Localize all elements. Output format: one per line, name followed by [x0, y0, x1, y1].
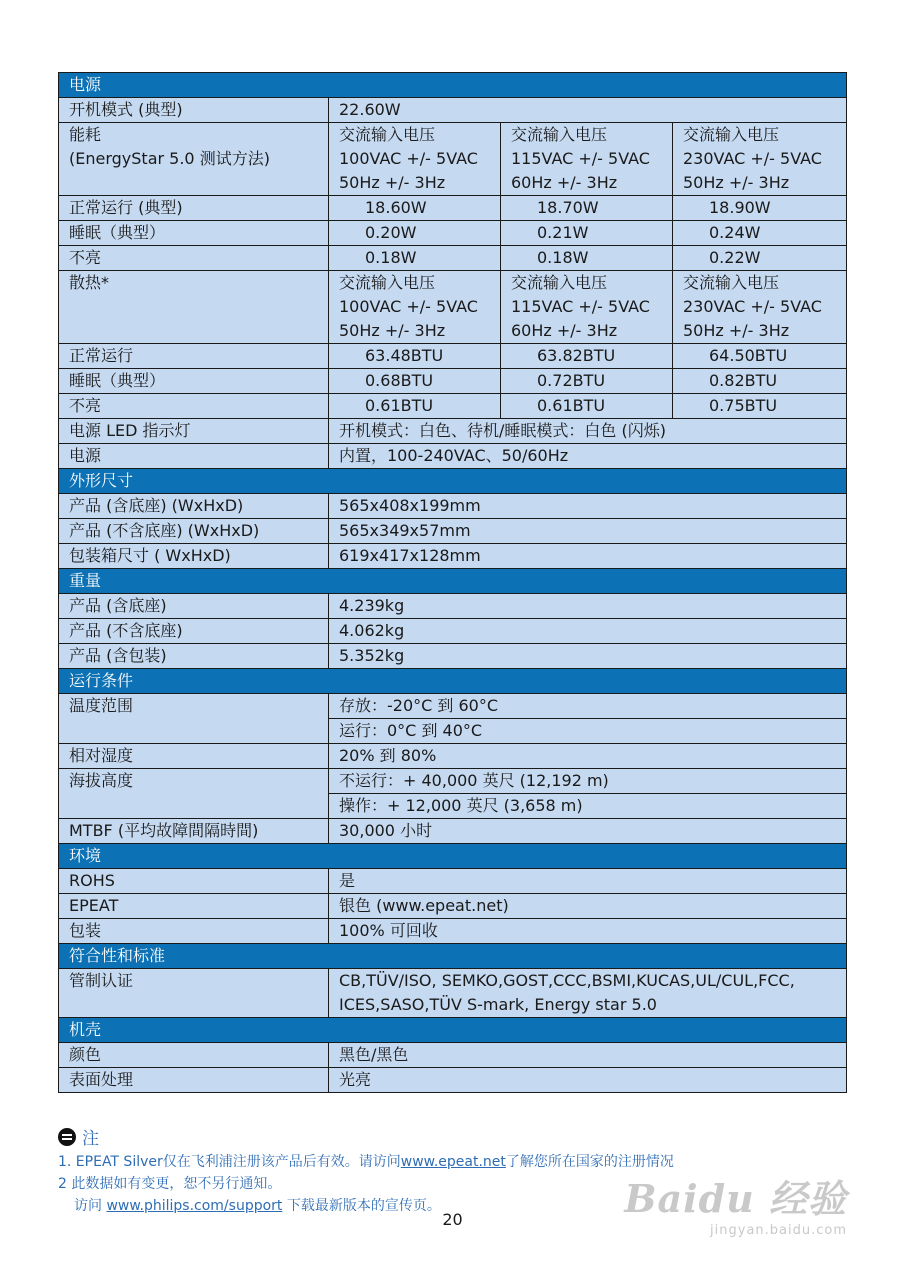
spec-row: [59, 519, 847, 544]
spec-value-1: [329, 344, 501, 369]
section-header: [59, 844, 847, 869]
spec-value-2: [501, 221, 673, 246]
cell-line: 不亮: [69, 396, 102, 415]
section-header: [59, 669, 847, 694]
spec-row: [59, 344, 847, 369]
note-3-text: 访问: [74, 1198, 107, 1214]
spec-value-3: [673, 344, 847, 369]
spec-value-2: [501, 196, 673, 221]
cell-line: 正常运行: [69, 346, 134, 365]
note-heading-text: 注: [82, 1129, 99, 1149]
cell-line: 交流输入电压: [683, 125, 780, 144]
spec-value-3: [673, 196, 847, 221]
cell-line: 50Hz +/- 3Hz: [683, 173, 790, 192]
spec-value-3: [673, 369, 847, 394]
spec-row: [59, 744, 847, 769]
spec-value: 4.239kg: [329, 594, 847, 619]
cell-line: 63.82BTU: [537, 346, 616, 365]
cell-line: 0.82BTU: [709, 371, 778, 390]
cell-line: 0.75BTU: [709, 396, 778, 415]
cell-line: 0.21W: [537, 223, 589, 242]
note-1-suffix: 了解您所在国家的注册情况: [505, 1154, 674, 1170]
cell-line: 60Hz +/- 3Hz: [511, 321, 618, 340]
spec-value: 100% 可回收: [329, 919, 847, 944]
spec-label: 管制认证: [59, 969, 329, 1018]
cell-line: 115VAC +/- 5VAC: [511, 297, 650, 316]
cell-line: 230VAC +/- 5VAC: [683, 297, 822, 316]
spec-value: 光亮: [329, 1068, 847, 1093]
spec-label: 相对湿度: [59, 744, 329, 769]
watermark-url: jingyan.baidu.com: [710, 1223, 847, 1238]
spec-value-2: [501, 344, 673, 369]
cell-line: (EnergyStar 5.0 测试方法): [69, 149, 270, 168]
section-title: 符合性和标准: [59, 944, 847, 969]
spec-row: [59, 894, 847, 919]
spec-row: [59, 919, 847, 944]
section-title: 环境: [59, 844, 847, 869]
spec-row: [59, 394, 847, 419]
spec-label: [59, 271, 329, 344]
spec-label: 产品 (含底座) (WxHxD): [59, 494, 329, 519]
note-icon: [58, 1128, 76, 1146]
spec-label: ROHS: [59, 869, 329, 894]
cell-line: 不亮: [69, 248, 102, 267]
spec-label: 电源 LED 指示灯: [59, 419, 329, 444]
note-line-2: 2 此数据如有变更，恕不另行通知。: [58, 1176, 282, 1192]
spec-row: [59, 494, 847, 519]
spec-row: [59, 123, 847, 196]
cell-line: 18.60W: [365, 198, 427, 217]
spec-label: 表面处理: [59, 1068, 329, 1093]
spec-value: 5.352kg: [329, 644, 847, 669]
spec-value: 22.60W: [329, 98, 847, 123]
spec-value: 操作：+ 12,000 英尺 (3,658 m): [329, 794, 847, 819]
cell-line: ICES,SASO,TÜV S-mark, Energy star 5.0: [339, 995, 657, 1014]
cell-line: 63.48BTU: [365, 346, 444, 365]
spec-row: [59, 869, 847, 894]
cell-line: 睡眠（典型）: [69, 223, 166, 242]
cell-line: 交流输入电压: [511, 125, 608, 144]
section-header: [59, 944, 847, 969]
spec-value: 运行：0°C 到 40°C: [329, 719, 847, 744]
spec-label: 开机模式 (典型): [59, 98, 329, 123]
spec-value: 4.062kg: [329, 619, 847, 644]
cell-line: 0.22W: [709, 248, 761, 267]
spec-label: 电源: [59, 444, 329, 469]
spec-label: 产品 (含包装): [59, 644, 329, 669]
cell-line: 能耗: [69, 125, 102, 144]
section-header: [59, 569, 847, 594]
spec-label: 包装: [59, 919, 329, 944]
cell-line: 50Hz +/- 3Hz: [339, 321, 446, 340]
spec-row: [59, 694, 847, 719]
spec-row: [59, 819, 847, 844]
spec-label: [59, 246, 329, 271]
spec-value-1: [329, 246, 501, 271]
cell-line: CB,TÜV/ISO, SEMKO,GOST,CCC,BSMI,KUCAS,UL/CUL,FCC,: [339, 971, 795, 990]
section-title: 机壳: [59, 1018, 847, 1043]
cell-line: 交流输入电压: [339, 273, 436, 292]
spec-value: 是: [329, 869, 847, 894]
spec-label: 包装箱尺寸 ( WxHxD): [59, 544, 329, 569]
cell-line: 50Hz +/- 3Hz: [339, 173, 446, 192]
spec-value-1: [329, 394, 501, 419]
spec-row: [59, 98, 847, 123]
spec-row: [59, 444, 847, 469]
cell-line: 正常运行 (典型): [69, 198, 183, 217]
spec-value: 30,000 小时: [329, 819, 847, 844]
spec-value: 20% 到 80%: [329, 744, 847, 769]
spec-label: [59, 369, 329, 394]
spec-value: 银色 (www.epeat.net): [329, 894, 847, 919]
section-title: 电源: [59, 73, 847, 98]
spec-value-3: [673, 246, 847, 271]
spec-value-2: [501, 246, 673, 271]
spec-label: EPEAT: [59, 894, 329, 919]
spec-value: 不运行：+ 40,000 英尺 (12,192 m): [329, 769, 847, 794]
spec-label: [59, 196, 329, 221]
section-header: [59, 1018, 847, 1043]
spec-value: 619x417x128mm: [329, 544, 847, 569]
spec-value: [329, 969, 847, 1018]
spec-value-1: [329, 221, 501, 246]
cell-line: 0.68BTU: [365, 371, 434, 390]
spec-row: [59, 619, 847, 644]
spec-row: [59, 369, 847, 394]
spec-table: [58, 72, 847, 1093]
spec-label: 海拔高度: [59, 769, 329, 819]
cell-line: 50Hz +/- 3Hz: [683, 321, 790, 340]
cell-line: 0.72BTU: [537, 371, 606, 390]
philips-support-link[interactable]: www.philips.com/support: [106, 1198, 283, 1214]
cell-line: 18.70W: [537, 198, 599, 217]
section-header: [59, 73, 847, 98]
spec-row: [59, 196, 847, 221]
spec-value-3: [673, 221, 847, 246]
epeat-link[interactable]: www.epeat.net: [400, 1154, 506, 1170]
spec-label: [59, 123, 329, 196]
cell-line: 0.18W: [537, 248, 589, 267]
spec-label: 产品 (不含底座): [59, 619, 329, 644]
cell-line: 100VAC +/- 5VAC: [339, 149, 478, 168]
cell-line: 115VAC +/- 5VAC: [511, 149, 650, 168]
spec-value-3: [673, 271, 847, 344]
section-title: 运行条件: [59, 669, 847, 694]
cell-line: 散热*: [69, 273, 110, 292]
cell-line: 230VAC +/- 5VAC: [683, 149, 822, 168]
spec-row: [59, 594, 847, 619]
spec-row: [59, 969, 847, 1018]
spec-value: 黑色/黑色: [329, 1043, 847, 1068]
spec-label: 产品 (不含底座) (WxHxD): [59, 519, 329, 544]
cell-line: 0.24W: [709, 223, 761, 242]
note-heading: [58, 1124, 846, 1149]
watermark-logo: Baidu 经验: [624, 1176, 847, 1221]
cell-line: 0.61BTU: [365, 396, 434, 415]
spec-row: [59, 544, 847, 569]
spec-value: 存放：-20°C 到 60°C: [329, 694, 847, 719]
spec-row: [59, 246, 847, 271]
page-number: 20: [442, 1210, 463, 1229]
cell-line: 睡眠（典型）: [69, 371, 166, 390]
cell-line: 100VAC +/- 5VAC: [339, 297, 478, 316]
spec-row: [59, 221, 847, 246]
spec-value-3: [673, 394, 847, 419]
spec-label: [59, 394, 329, 419]
spec-value: 内置，100-240VAC、50/60Hz: [329, 444, 847, 469]
note-1-text: 1. EPEAT Silver仅在飞利浦注册该产品后有效。请访问: [58, 1154, 401, 1170]
spec-value-2: [501, 369, 673, 394]
spec-row: [59, 769, 847, 794]
spec-row: [59, 1068, 847, 1093]
spec-label: 产品 (含底座): [59, 594, 329, 619]
section-header: [59, 469, 847, 494]
spec-value: 开机模式：白色、待机/睡眠模式：白色 (闪烁): [329, 419, 847, 444]
spec-value-1: [329, 369, 501, 394]
spec-value: 565x349x57mm: [329, 519, 847, 544]
spec-label: [59, 221, 329, 246]
spec-label: 温度范围: [59, 694, 329, 744]
spec-row: [59, 644, 847, 669]
cell-line: 64.50BTU: [709, 346, 788, 365]
spec-value-1: [329, 271, 501, 344]
section-title: 外形尺寸: [59, 469, 847, 494]
cell-line: 60Hz +/- 3Hz: [511, 173, 618, 192]
cell-line: 0.18W: [365, 248, 417, 267]
spec-row: [59, 1043, 847, 1068]
spec-value-1: [329, 123, 501, 196]
section-title: 重量: [59, 569, 847, 594]
cell-line: 交流输入电压: [339, 125, 436, 144]
spec-value: 565x408x199mm: [329, 494, 847, 519]
spec-label: MTBF (平均故障間隔時間): [59, 819, 329, 844]
spec-row: [59, 271, 847, 344]
cell-line: 交流输入电压: [511, 273, 608, 292]
spec-value-1: [329, 196, 501, 221]
cell-line: 0.20W: [365, 223, 417, 242]
spec-value-3: [673, 123, 847, 196]
spec-label: [59, 344, 329, 369]
spec-value-2: [501, 271, 673, 344]
note-3-suffix: 下载最新版本的宣传页。: [282, 1198, 441, 1214]
spec-value-2: [501, 394, 673, 419]
spec-value-2: [501, 123, 673, 196]
cell-line: 交流输入电压: [683, 273, 780, 292]
spec-label: 颜色: [59, 1043, 329, 1068]
cell-line: 0.61BTU: [537, 396, 606, 415]
spec-row: [59, 419, 847, 444]
baidu-watermark: [624, 1168, 847, 1238]
cell-line: 18.90W: [709, 198, 771, 217]
